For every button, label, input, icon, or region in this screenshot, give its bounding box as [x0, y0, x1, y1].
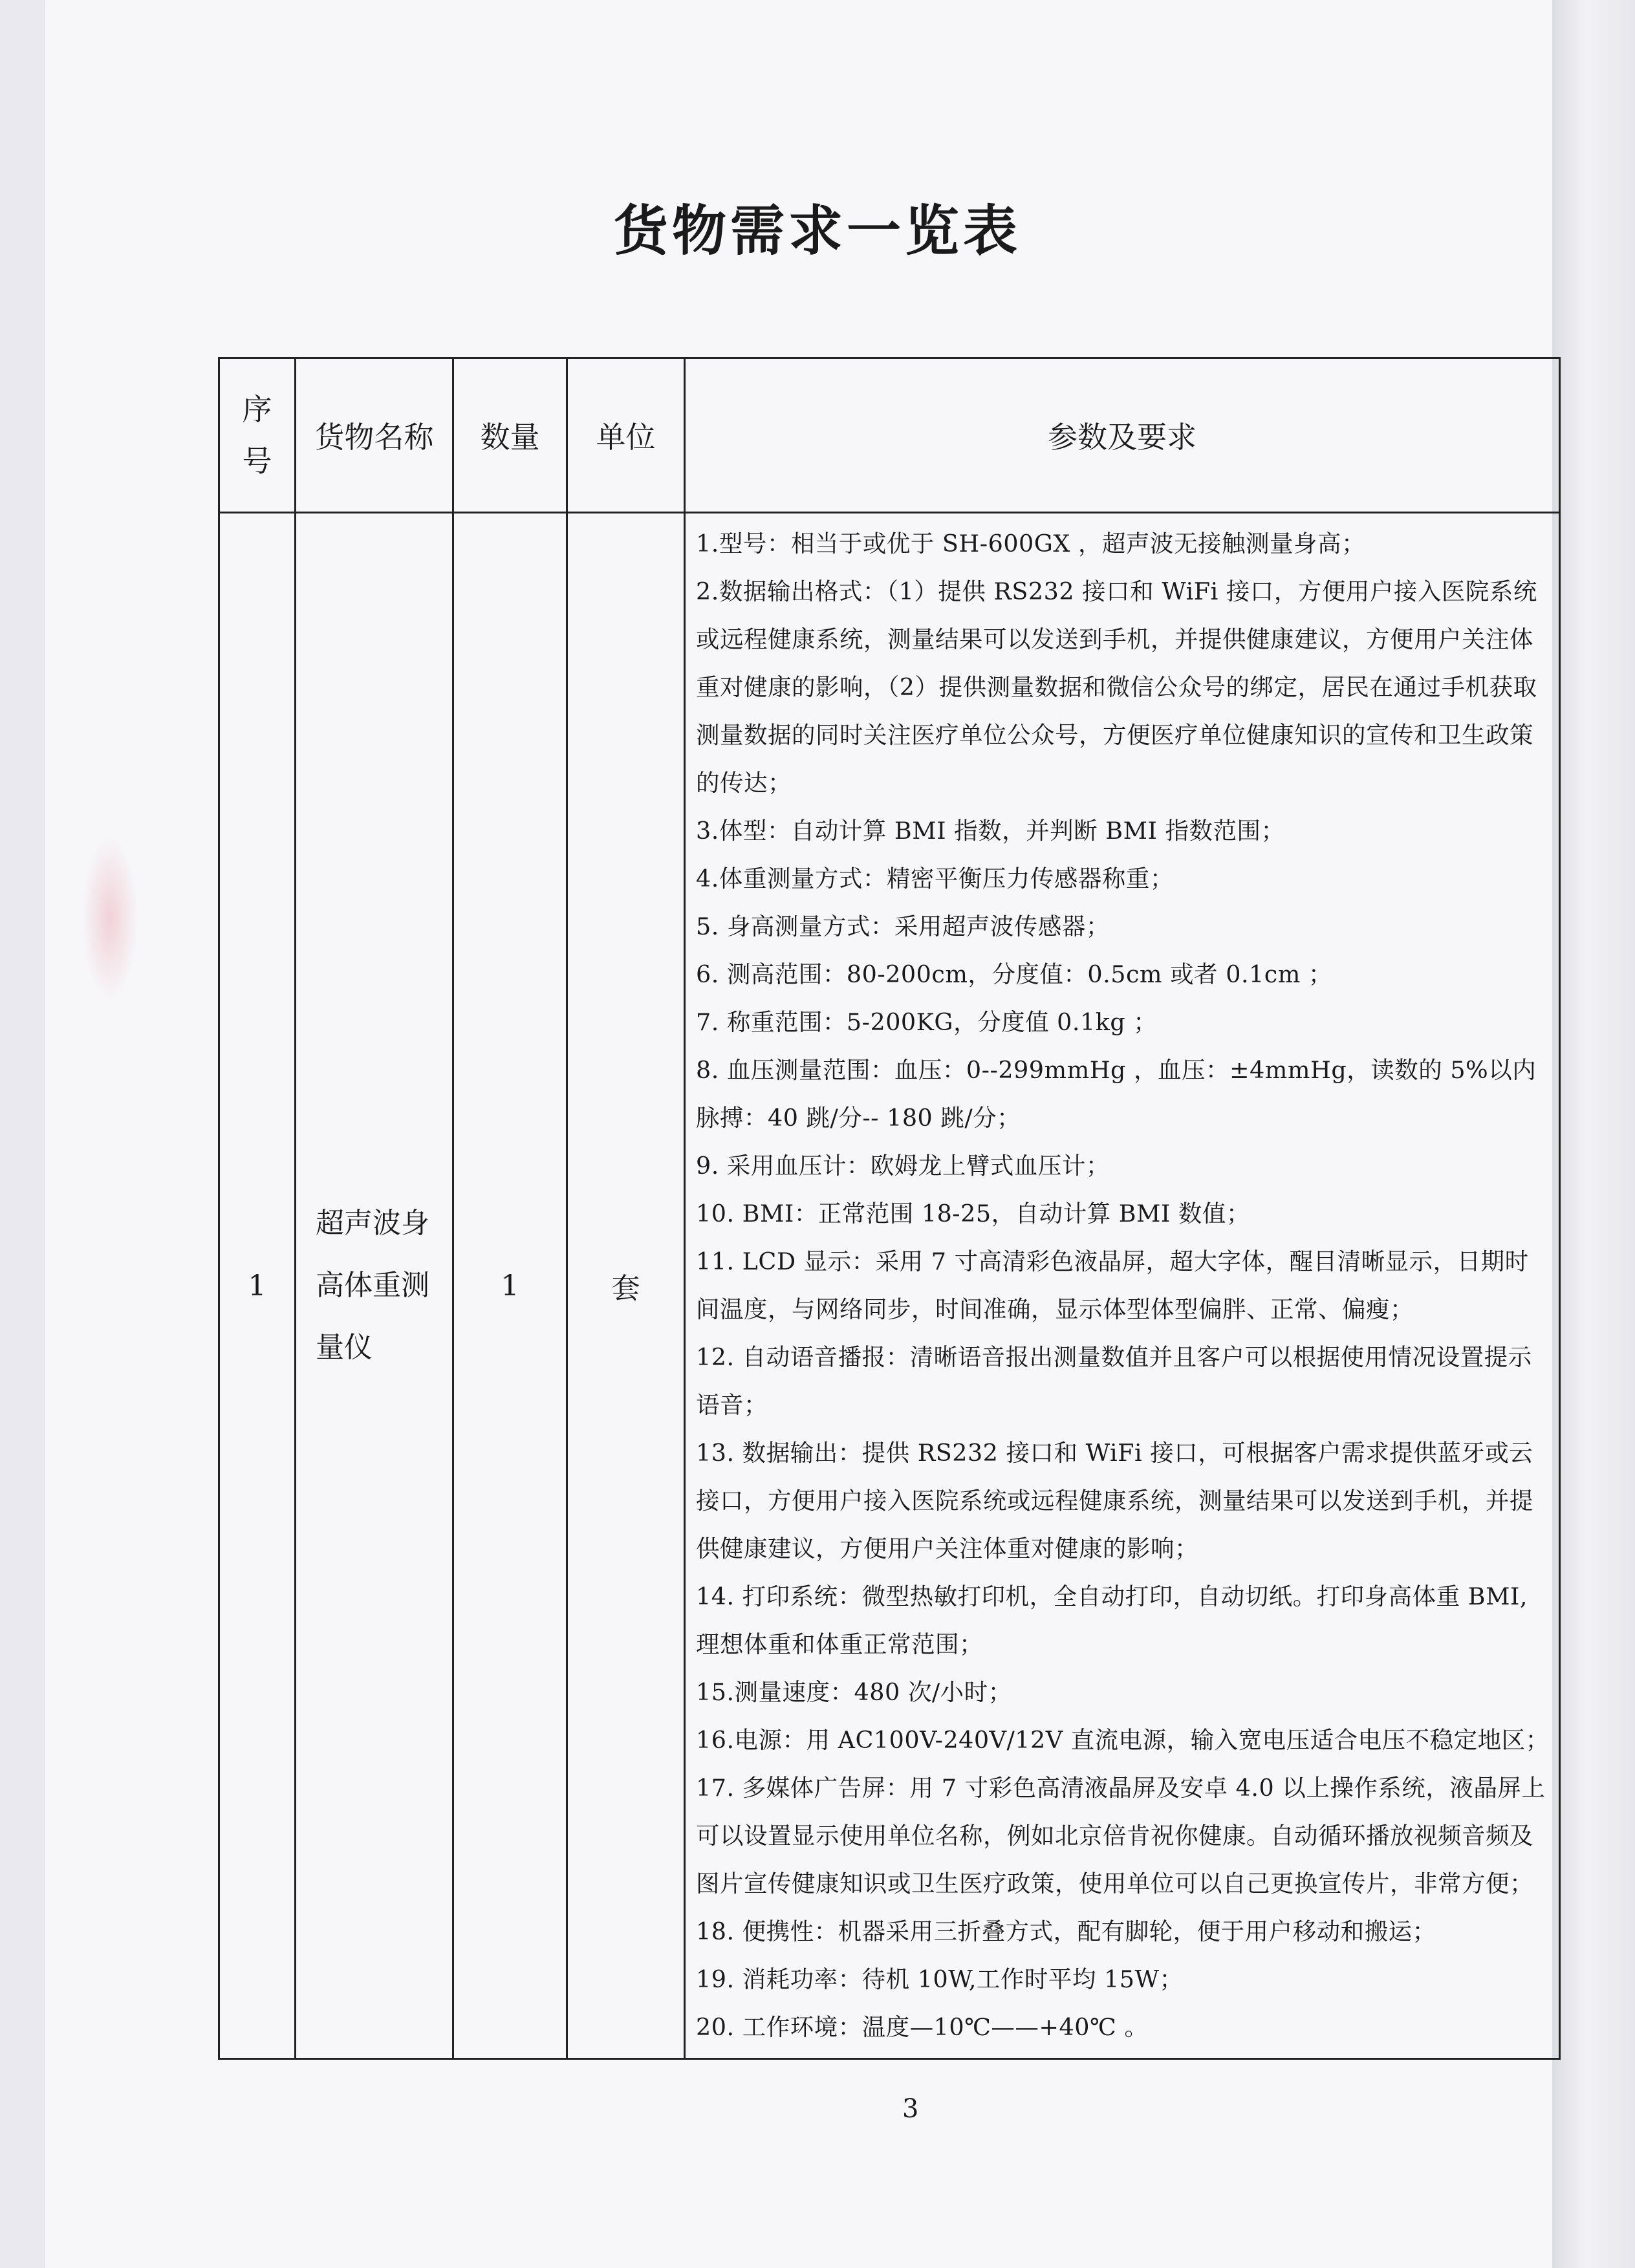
spec-item: 8. 血压测量范围：血压：0--299mmHg ，血压：±4mmHg，读数的 5%以内脉搏：40 跳/分-- 180 跳/分； [696, 1056, 1537, 1132]
spec-item: 13. 数据输出：提供 RS232 接口和 WiFi 接口，可根据客户需求提供蓝牙或云接口，方便用户接入医院系统或远程健康系统，测量结果可以发送到手机，并提供健康建议，方便用户关注体重对健康的影响； [696, 1439, 1533, 1562]
page-edge [1552, 0, 1635, 2268]
header-quantity: 数量 [453, 358, 567, 513]
spec-item: 7. 称重范围：5-200KG，分度值 0.1kg ； [696, 1008, 1158, 1036]
spec-item: 4.体重测量方式：精密平衡压力传感器称重； [696, 865, 1174, 892]
header-serial: 序号 [219, 358, 296, 513]
spec-item: 6. 测高范围：80-200cm，分度值：0.5cm 或者 0.1cm ； [696, 960, 1332, 988]
spec-item: 12. 自动语音播报：清晰语音报出测量数值并且客户可以根据使用情况设置提示语音； [696, 1343, 1532, 1419]
spec-item: 2.数据输出格式：（1）提供 RS232 接口和 WiFi 接口，方便用户接入医院系统或远程健康系统，测量结果可以发送到手机，并提供健康建议，方便用户关注体重对健康的影响，（2）提供测量数据和微信公众号的绑定，居民在通过手机获取测量数据的同时关注医疗单位公众号，方便医疗单位健康知识的宣传和卫生政策的传达； [696, 578, 1537, 797]
row-unit: 套 [567, 513, 685, 2059]
seal-stamp-fragment [81, 834, 139, 1002]
spec-item: 9. 采用血压计：欧姆龙上臂式血压计； [696, 1152, 1110, 1180]
spec-item: 15.测量速度：480 次/小时； [696, 1678, 1012, 1706]
spec-list [696, 520, 1550, 2051]
spec-item: 19. 消耗功率：待机 10W,工作时平均 15W； [696, 1965, 1184, 1993]
document-title: 货物需求一览表 [613, 199, 1021, 263]
spec-item: 5. 身高测量方式：采用超声波传感器； [696, 913, 1110, 940]
header-unit: 单位 [567, 358, 685, 513]
spec-item: 1.型号：相当于或优于 SH-600GX ，超声波无接触测量身高； [696, 530, 1366, 557]
spec-item: 10. BMI：正常范围 18-25，自动计算 BMI 数值； [696, 1200, 1250, 1227]
row-serial: 1 [219, 513, 296, 2059]
spec-item: 20. 工作环境：温度—10℃——+40℃ 。 [696, 2013, 1149, 2041]
spec-item: 17. 多媒体广告屏：用 7 寸彩色高清液晶屏及安卓 4.0 以上操作系统，液晶屏上可以设置显示使用单位名称，例如北京倍肯祝你健康。自动循环播放视频音频及图片宣传健康知识或卫生医疗政策，使用单位可以自己更换宣传片，非常方便； [696, 1774, 1546, 1897]
row-quantity: 1 [453, 513, 567, 2059]
row-goods-name-text: 超声波身高体重测量仪 [316, 1207, 429, 1364]
spec-item: 16.电源：用 AC100V-240V/12V 直流电源，输入宽电压适合电压不稳定地区； [696, 1726, 1550, 1754]
row-spec [685, 513, 1560, 2059]
page-number: 3 [902, 2094, 919, 2124]
spec-item: 14. 打印系统：微型热敏打印机，全自动打印，自动切纸。打印身高体重 BMI,理想体重和体重正常范围； [696, 1582, 1528, 1658]
row-goods-name [296, 513, 453, 2059]
table-row [219, 513, 1560, 2059]
table-header-row [219, 358, 1560, 513]
goods-requirements-table [218, 357, 1561, 2060]
header-goods-name: 货物名称 [296, 358, 453, 513]
spec-item: 3.体型：自动计算 BMI 指数，并判断 BMI 指数范围； [696, 817, 1285, 845]
spec-item: 11. LCD 显示：采用 7 寸高清彩色液晶屏，超大字体，醒目清晰显示，日期时间温度，与网络同步，时间准确，显示体型体型偏胖、正常、偏瘦； [696, 1247, 1529, 1323]
spec-item: 18. 便携性：机器采用三折叠方式，配有脚轮，便于用户移动和搬运； [696, 1917, 1436, 1945]
header-spec: 参数及要求 [685, 358, 1560, 513]
